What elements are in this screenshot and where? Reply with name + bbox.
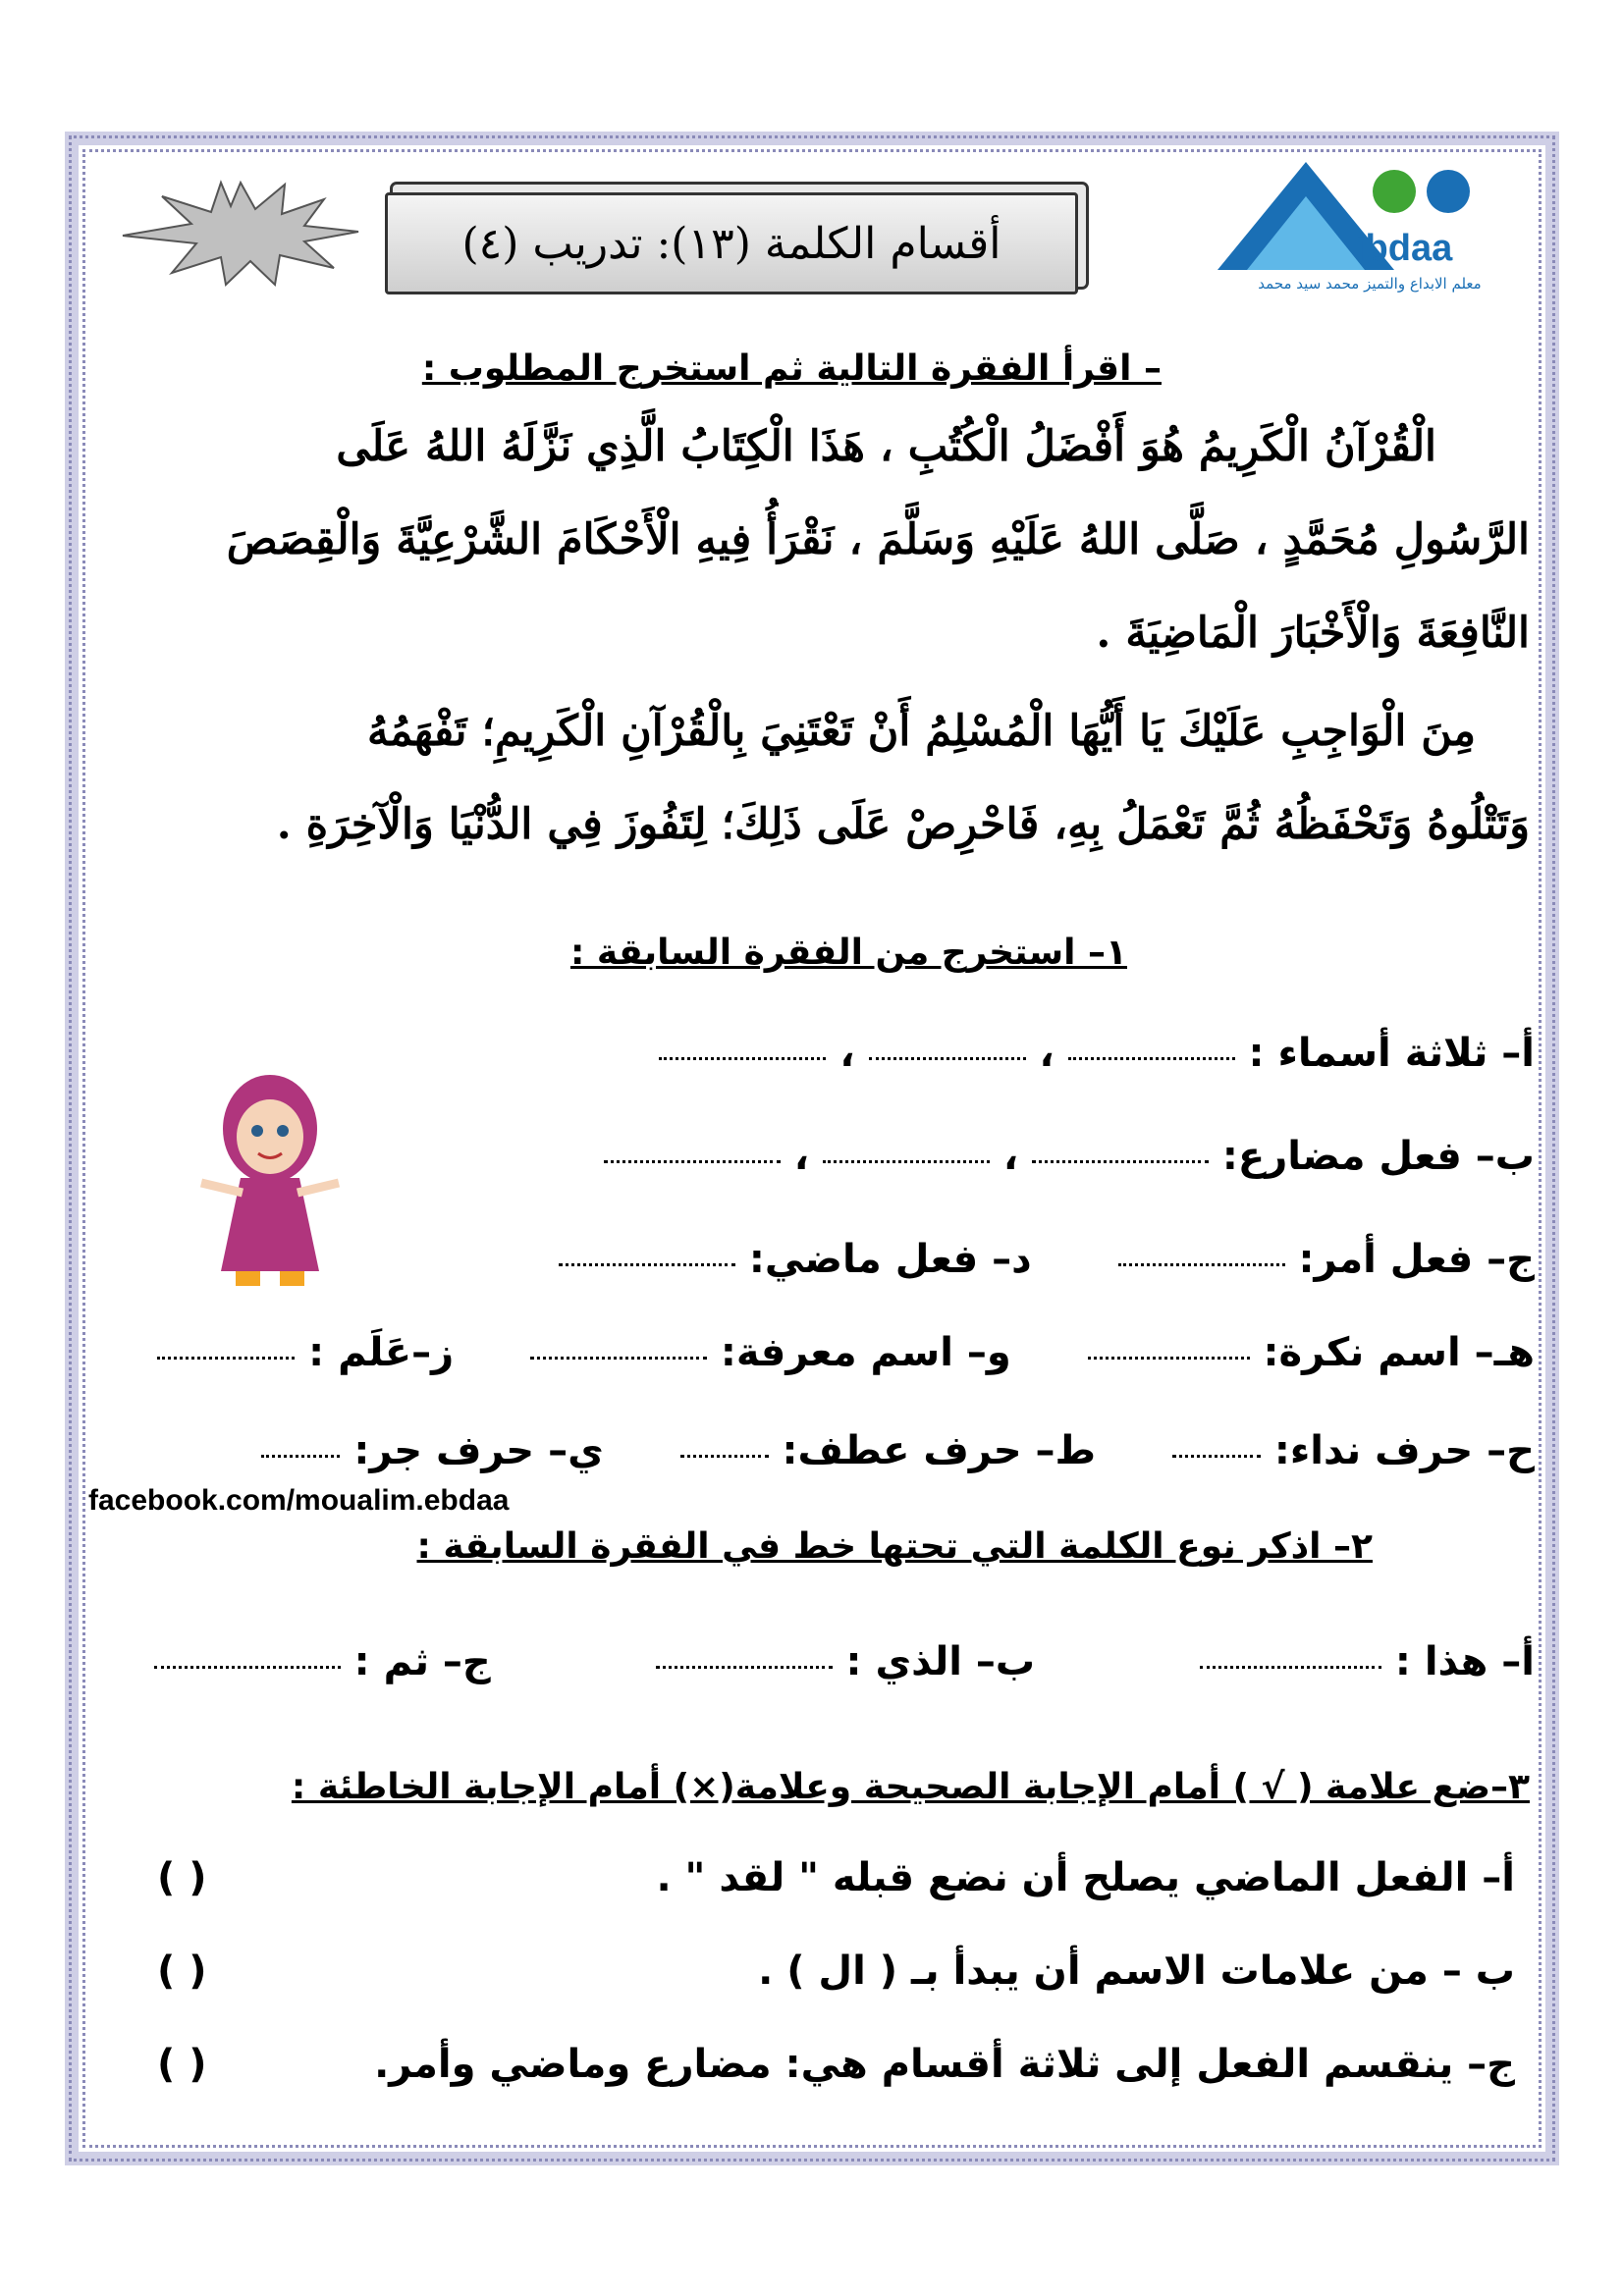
passage-line-1: الْقُرْآنُ الْكَرِيمُ هُوَ أَفْضَلُ الْكُتُبِ ، هَذَا الْكِتَابُ الَّذِي نَزَّلَهُ اللهُ عَلَى: [336, 422, 1436, 471]
comma: ،: [839, 1031, 855, 1076]
q1-a-label: أ– ثلاثة أسماء :: [1248, 1031, 1535, 1076]
answer-parentheses[interactable]: ( ): [157, 2042, 207, 2087]
q2-c-label: ج– ثم :: [353, 1639, 491, 1684]
q1-w-label: و– اسم معرفة:: [720, 1330, 1011, 1375]
answer-blank[interactable]: [154, 1660, 341, 1669]
section2-heading: ٢– اذكر نوع الكلمة التي تحتها خط في الفقرة السابقة :: [416, 1526, 1373, 1567]
q1-yaa-label: ي– حرف جر:: [353, 1428, 604, 1473]
answer-blank[interactable]: [823, 1154, 990, 1163]
answer-blank[interactable]: [869, 1051, 1026, 1060]
answer-blank[interactable]: [680, 1449, 769, 1458]
answer-blank[interactable]: [1118, 1257, 1285, 1266]
answer-blank[interactable]: [157, 1351, 295, 1360]
section3-heading: ٣–ضع علامة ( √ ) أمام الإجابة الصحيحة وعلامة(×) أمام الإجابة الخاطئة :: [291, 1767, 1530, 1807]
answer-blank[interactable]: [261, 1449, 340, 1458]
q1-b-label: ب– فعل مضارع:: [1221, 1134, 1535, 1179]
q2-a-label: أ– هذا :: [1394, 1639, 1535, 1684]
ibdaa-logo: [1198, 157, 1542, 304]
comma: ،: [1039, 1031, 1055, 1076]
q3-a: أ– الفعل الماضي يصلح أن نضع قبله " لقد " .: [656, 1855, 1515, 1900]
q1-a: [659, 1031, 1535, 1076]
answer-blank[interactable]: [656, 1660, 833, 1669]
q1-h-w-z: [157, 1330, 1535, 1375]
answer-parentheses[interactable]: ( ): [157, 1949, 207, 1994]
answer-blank[interactable]: [1088, 1351, 1250, 1360]
worksheet-title: أقسام الكلمة (١٣): تدريب (٤): [461, 218, 1001, 269]
answer-blank[interactable]: [659, 1051, 826, 1060]
q1-d-label: د– فعل ماضي:: [748, 1237, 1032, 1282]
q1-taa-label: ط– حرف عطف:: [782, 1428, 1097, 1473]
q1-z-label: ز–عَلَم :: [308, 1330, 455, 1375]
worksheet-title-box: [385, 192, 1078, 294]
answer-parentheses[interactable]: ( ): [157, 1855, 207, 1900]
q2-items: [154, 1639, 1535, 1684]
answer-blank[interactable]: [604, 1154, 781, 1163]
q1-c-label: ج– فعل أمر:: [1298, 1237, 1535, 1282]
q1-haa-taa-yaa: [261, 1428, 1535, 1473]
answer-blank[interactable]: [530, 1351, 707, 1360]
comma: ،: [793, 1134, 809, 1179]
q1-haa-label: ح– حرف نداء:: [1273, 1428, 1535, 1473]
answer-blank[interactable]: [1200, 1660, 1381, 1669]
answer-blank[interactable]: [1032, 1154, 1209, 1163]
instruction-heading: – اقرأ الفقرة التالية ثم استخرج المطلوب :: [421, 348, 1162, 389]
starburst-icon: [113, 175, 368, 293]
q1-c-d: [559, 1237, 1535, 1282]
passage-line-4: مِنَ الْوَاجِبِ عَلَيْكَ يَا أَيُّهَا الْمُسْلِمُ أَنْ تَعْتَنِيَ بِالْقُرْآنِ الْكَرِيمِ؛ تَفْهَمُهُ: [366, 707, 1476, 756]
answer-blank[interactable]: [1172, 1449, 1261, 1458]
passage-line-5: وَتَتْلُوهُ وَتَحْفَظُهُ ثُمَّ تَعْمَلُ بِهِ، فَاحْرِصْ عَلَى ذَلِكَ؛ لِتَفُوزَ فِي الدُّنْيَا وَالْآخِرَةِ .: [276, 800, 1530, 849]
q1-h-label: هـ– اسم نكرة:: [1263, 1330, 1535, 1375]
logo-text: ibdaa: [1355, 228, 1453, 269]
q3-b: ب – من علامات الاسم أن يبدأ بـ ( ال ) .: [758, 1949, 1515, 1994]
passage-line-3: النَّافِعَةَ وَالْأَخْبَارَ الْمَاضِيَةَ .: [1096, 609, 1530, 658]
girl-illustration: [191, 1060, 349, 1296]
q1-b: [604, 1134, 1535, 1179]
section1-heading: ١– استخرج من الفقرة السابقة :: [569, 933, 1127, 973]
facebook-link[interactable]: facebook.com/moualim.ebdaa: [88, 1484, 510, 1517]
passage-line-2: الرَّسُولِ مُحَمَّدٍ ، صَلَّى اللهُ عَلَيْهِ وَسَلَّمَ ، نَقْرَأُ فِيهِ الْأَحْكَامَ الشَّرْعِيَّةَ وَالْقِصَصَ: [226, 515, 1530, 564]
q2-b-label: ب– الذي :: [845, 1639, 1036, 1684]
answer-blank[interactable]: [1068, 1051, 1235, 1060]
logo-tagline: معلم الابداع والتميز محمد سيد محمد: [1258, 275, 1482, 293]
comma: ،: [1002, 1134, 1019, 1179]
q3-c: ج– ينقسم الفعل إلى ثلاثة أقسام هي: مضارع وماضي وأمر.: [374, 2042, 1515, 2087]
answer-blank[interactable]: [559, 1257, 735, 1266]
